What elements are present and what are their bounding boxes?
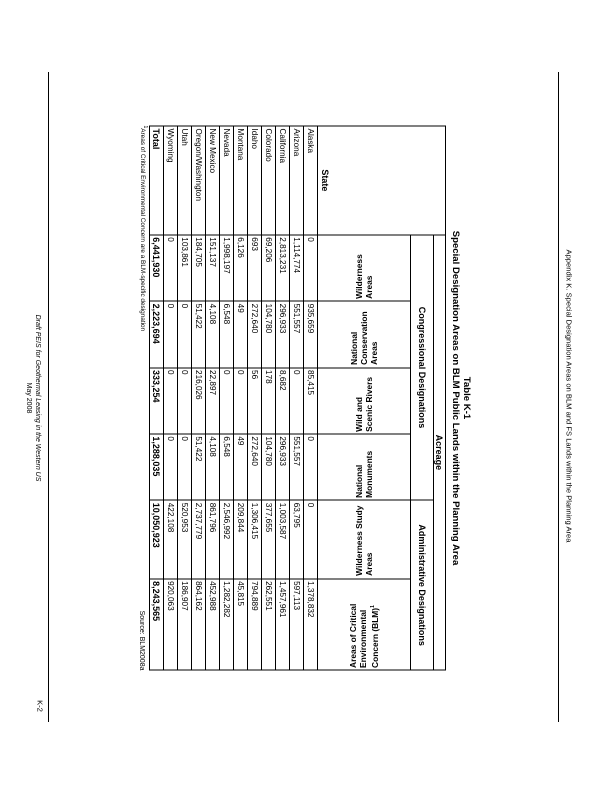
state-cell: Colorado <box>262 126 276 235</box>
value-cell: 0 <box>290 368 304 434</box>
value-cell: 0 <box>234 368 248 434</box>
value-cell: 49 <box>234 434 248 500</box>
value-cell: 262,551 <box>262 579 276 670</box>
state-cell: Idaho <box>248 126 262 235</box>
value-cell: 69,206 <box>262 235 276 301</box>
state-cell: Alaska <box>304 126 318 235</box>
value-cell: 51,422 <box>192 434 206 500</box>
state-cell: Utah <box>178 126 192 235</box>
value-cell: 333,254 <box>150 368 164 434</box>
state-cell: New Mexico <box>206 126 220 235</box>
table-row <box>192 126 206 670</box>
value-cell: 597,113 <box>290 579 304 670</box>
congressional-designations-header: Congressional Designations <box>411 235 434 500</box>
value-cell: 0 <box>164 368 178 434</box>
footer-document-info <box>24 248 42 548</box>
value-cell: 551,557 <box>290 301 304 367</box>
value-cell: 85,415 <box>304 368 318 434</box>
column-header-wilderness-areas: Wilderness Areas <box>318 235 411 301</box>
value-cell: 2,546,992 <box>220 500 234 578</box>
table-row <box>206 126 220 670</box>
value-cell: 935,659 <box>304 301 318 367</box>
value-cell: 104,780 <box>262 301 276 367</box>
table-row <box>290 126 304 670</box>
value-cell: 51,422 <box>192 301 206 367</box>
value-cell: 103,861 <box>178 235 192 301</box>
value-cell: 2,813,231 <box>276 235 290 301</box>
value-cell: 56 <box>248 368 262 434</box>
footer-document-title: Draft PEIS for Geothermal Leasing in the Western US <box>34 314 41 482</box>
value-cell: 4,108 <box>206 434 220 500</box>
table-row <box>304 126 318 670</box>
column-header-national-conservation-areas: National Conservation Areas <box>318 301 411 367</box>
table-row <box>234 126 248 670</box>
table-row <box>262 126 276 670</box>
value-cell: 6,441,930 <box>150 235 164 301</box>
running-header: Appendix K. Special Designation Areas on BLM and FS Lands within the Planning Area <box>564 249 574 543</box>
table-row <box>164 126 178 670</box>
header-rule <box>558 72 559 722</box>
value-cell: 520,953 <box>178 500 192 578</box>
value-cell: 0 <box>178 301 192 367</box>
value-cell: 8,682 <box>276 368 290 434</box>
value-cell: 1,282,282 <box>220 579 234 670</box>
value-cell: 8,243,565 <box>150 579 164 670</box>
value-cell: 186,907 <box>178 579 192 670</box>
page-number: K-2 <box>35 700 45 712</box>
value-cell: 49 <box>234 301 248 367</box>
value-cell: 22,897 <box>206 368 220 434</box>
value-cell: 920,063 <box>164 579 178 670</box>
value-cell: 4,108 <box>206 301 220 367</box>
footer-rule <box>48 72 49 722</box>
value-cell: 272,640 <box>248 434 262 500</box>
value-cell: 1,003,587 <box>276 500 290 578</box>
footer-date: May 2008 <box>25 382 32 414</box>
state-cell: Wyoming <box>164 126 178 235</box>
value-cell: 377,655 <box>262 500 276 578</box>
value-cell: 452,988 <box>206 579 220 670</box>
state-cell: Arizona <box>290 126 304 235</box>
value-cell: 0 <box>304 500 318 578</box>
value-cell: 296,933 <box>276 301 290 367</box>
value-cell: 0 <box>220 368 234 434</box>
table-row <box>248 126 262 670</box>
column-header-acec: Areas of Critical Environmental Concern (BLM)$^1$ <box>318 579 411 670</box>
value-cell: 1,306,415 <box>248 500 262 578</box>
value-cell: 1,998,197 <box>220 235 234 301</box>
table-row <box>276 126 290 670</box>
state-cell: Total <box>150 126 164 235</box>
value-cell: 551,557 <box>290 434 304 500</box>
table-total-row <box>150 126 164 670</box>
value-cell: 0 <box>304 434 318 500</box>
table-row <box>220 126 234 670</box>
value-cell: 2,223,694 <box>150 301 164 367</box>
value-cell: 2,737,779 <box>192 500 206 578</box>
value-cell: 6,548 <box>220 301 234 367</box>
table-row <box>178 126 192 670</box>
value-cell: 272,640 <box>248 301 262 367</box>
state-cell: California <box>276 126 290 235</box>
state-cell: Oregon/Washington <box>192 126 206 235</box>
state-cell: Nevada <box>220 126 234 235</box>
column-header-wilderness-study-areas: Wilderness Study Areas <box>318 500 411 578</box>
value-cell: 0 <box>164 434 178 500</box>
state-cell: Montana <box>234 126 248 235</box>
value-cell: 184,705 <box>192 235 206 301</box>
acreage-header: Acreage <box>434 235 446 670</box>
value-cell: 422,108 <box>164 500 178 578</box>
value-cell: 10,050,923 <box>150 500 164 578</box>
value-cell: 151,137 <box>206 235 220 301</box>
table-footnote: $^1$Areas of Critical Environmental Concern are a BLM-specific designation <box>138 125 148 332</box>
value-cell: 1,288,035 <box>150 434 164 500</box>
value-cell: 1,378,832 <box>304 579 318 670</box>
value-cell: 0 <box>164 235 178 301</box>
value-cell: 1,114,774 <box>290 235 304 301</box>
administrative-designations-header: Administrative Designations <box>411 500 434 670</box>
value-cell: 693 <box>248 235 262 301</box>
value-cell: 216,026 <box>192 368 206 434</box>
value-cell: 1,457,961 <box>276 579 290 670</box>
column-header-national-monuments: National Monuments <box>318 434 411 500</box>
table-title: Special Designation Areas on BLM Public Lands within the Planning Area <box>450 230 461 566</box>
value-cell: 864,162 <box>192 579 206 670</box>
value-cell: 104,780 <box>262 434 276 500</box>
table-number: Table K-1 <box>461 376 472 420</box>
value-cell: 6,126 <box>234 235 248 301</box>
column-footnote-marker: 1 <box>370 604 377 608</box>
value-cell: 794,889 <box>248 579 262 670</box>
value-cell: 0 <box>178 368 192 434</box>
value-cell: 63,795 <box>290 500 304 578</box>
value-cell: 6,548 <box>220 434 234 500</box>
table-block <box>138 126 472 671</box>
value-cell: 0 <box>164 301 178 367</box>
special-designation-table <box>149 126 446 671</box>
table-source: Source: BLM2008a <box>138 610 145 671</box>
value-cell: 178 <box>262 368 276 434</box>
value-cell: 45,815 <box>234 579 248 670</box>
value-cell: 296,933 <box>276 434 290 500</box>
state-header: State <box>318 126 446 235</box>
value-cell: 209,844 <box>234 500 248 578</box>
column-header-wild-scenic-rivers: Wild and Scenic Rivers <box>318 368 411 434</box>
value-cell: 0 <box>304 235 318 301</box>
value-cell: 861,796 <box>206 500 220 578</box>
value-cell: 0 <box>178 434 192 500</box>
